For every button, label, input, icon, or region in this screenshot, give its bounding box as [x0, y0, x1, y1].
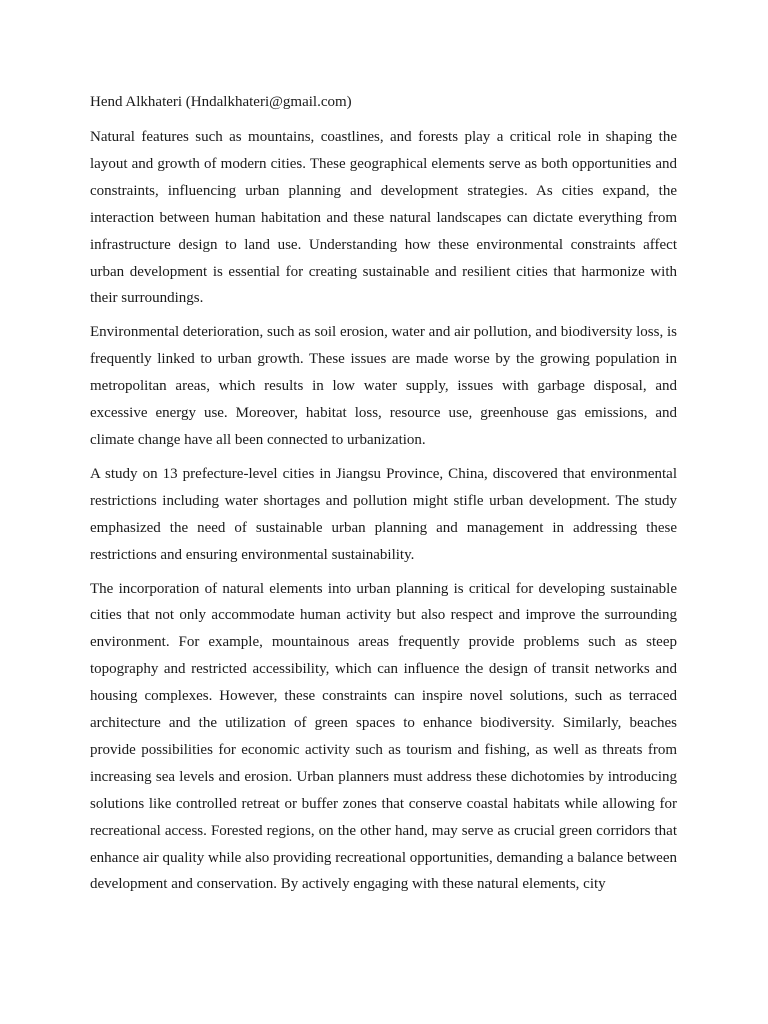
paragraph-environmental-deterioration: Environmental deterioration, such as soil erosion, water and air pollution, and biodiversity loss, is frequently linked to urban growth. These issues are made worse by the growing population in metropolitan areas, which results in low water supply, issues with garbage disposal, and excessive energy use. Moreover, habitat loss, resource use, greenhouse gas emissions, and climate change have all been connected to urbanization.: [90, 324, 677, 448]
author-line: Hend Alkhateri (Hndalkhateri@gmail.com): [90, 94, 352, 110]
document-page: [90, 91, 677, 905]
paragraph-natural-features: Natural features such as mountains, coastlines, and forests play a critical role in shaping the layout and growth of modern cities. These geographical elements serve as both opportunities and constraints, influencing urban planning and development strategies. As cities expand, the interaction between human habitation and these natural landscapes can dictate everything from infrastructure design to land use. Understanding how these environmental constraints affect urban development is essential for creating sustainable and resilient cities that harmonize with their surroundings.: [90, 129, 677, 307]
paragraph-natural-elements-planning: The incorporation of natural elements into urban planning is critical for developing sustainable cities that not only accommodate human activity but also respect and improve the surrounding environment. For example, mountainous areas frequently provide problems such as steep topography and restricted accessibility, which can influence the design of transit networks and housing complexes. However, these constraints can inspire novel solutions, such as terraced architecture and the utilization of green spaces to enhance biodiversity. Similarly, beaches provide possibilities for economic activity such as tourism and fishing, as well as threats from increasing sea levels and erosion. Urban planners must address these dichotomies by introducing solutions like controlled retreat or buffer zones that conserve coastal habitats while allowing for recreational access. Forested regions, on the other hand, may serve as crucial green corridors that enhance air quality while also providing recreational opportunities, demanding a balance between development and conservation. By actively engaging with these natural elements, city: [90, 580, 677, 893]
paragraph-jiangsu-study: A study on 13 prefecture-level cities in Jiangsu Province, China, discovered that environmental restrictions including water shortages and pollution might stifle urban development. The study emphasized the need of sustainable urban planning and management in addressing these restrictions and ensuring environmental sustainability.: [90, 465, 677, 563]
